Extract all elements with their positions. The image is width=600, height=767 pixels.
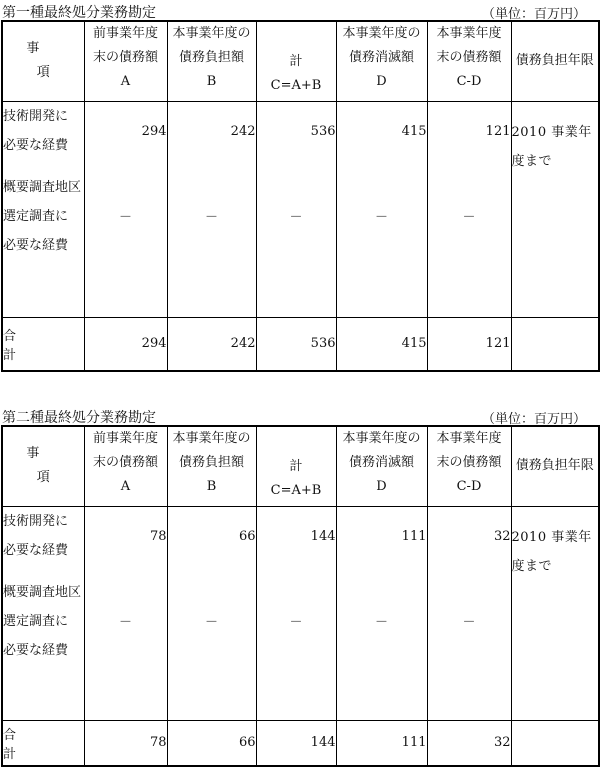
header-col-d: 本事業年度の 債務消滅額 D bbox=[336, 426, 427, 506]
total-label: 合 計 bbox=[2, 720, 84, 766]
value-col-c: 536 － bbox=[256, 101, 336, 317]
total-col-b: 66 bbox=[167, 720, 256, 766]
value-col-a: 294 － bbox=[84, 101, 167, 317]
header-col-e: 本事業年度 末の債務額 C-D bbox=[427, 21, 511, 101]
header-col-d: 本事業年度の 債務消滅額 D bbox=[336, 21, 427, 101]
header-col-b: 本事業年度の 債務負担額 B bbox=[167, 21, 256, 101]
row-label-survey: 概要調査地区 選定調査に 必要な経費 bbox=[3, 584, 82, 658]
total-limit-empty bbox=[511, 720, 599, 766]
total-col-d: 415 bbox=[336, 317, 427, 371]
header-item: 事 項 bbox=[2, 21, 84, 101]
limit-cell: 2010 事業年 度まで bbox=[511, 101, 599, 317]
total-col-c: 536 bbox=[256, 317, 336, 371]
section-title: 第二種最終処分業務勘定 bbox=[2, 410, 156, 426]
header-limit: 債務負担年限 bbox=[511, 21, 599, 101]
unit-label: （単位：百万円） bbox=[481, 412, 586, 427]
total-col-b: 242 bbox=[167, 317, 256, 371]
header-col-c: 計 C=A+B bbox=[256, 426, 336, 506]
total-label: 合 計 bbox=[2, 317, 84, 371]
total-limit-empty bbox=[511, 317, 599, 371]
row-label-tech: 技術開発に 必要な経費 bbox=[3, 513, 69, 558]
value-col-d: 111 － bbox=[336, 506, 427, 720]
header-col-a: 前事業年度 末の債務額 A bbox=[84, 21, 167, 101]
item-labels bbox=[2, 101, 84, 317]
value-col-c: 144 － bbox=[256, 506, 336, 720]
header-limit: 債務負担年限 bbox=[511, 426, 599, 506]
table-body-row bbox=[2, 101, 599, 317]
section-title: 第一種最終処分業務勘定 bbox=[2, 5, 156, 21]
header-col-b: 本事業年度の 債務負担額 B bbox=[167, 426, 256, 506]
total-row bbox=[2, 720, 599, 766]
header-item: 事 項 bbox=[2, 426, 84, 506]
value-col-b: 66 － bbox=[167, 506, 256, 720]
table-header-row bbox=[2, 426, 599, 506]
limit-cell: 2010 事業年 度まで bbox=[511, 506, 599, 720]
value-col-b: 242 － bbox=[167, 101, 256, 317]
header-col-c: 計 C=A+B bbox=[256, 21, 336, 101]
total-col-a: 294 bbox=[84, 317, 167, 371]
table-body-row bbox=[2, 506, 599, 720]
table-header-row bbox=[2, 21, 599, 101]
total-col-a: 78 bbox=[84, 720, 167, 766]
value-col-a: 78 － bbox=[84, 506, 167, 720]
row-label-tech: 技術開発に 必要な経費 bbox=[3, 108, 69, 153]
value-col-e: 121 － bbox=[427, 101, 511, 317]
row-label-survey: 概要調査地区 選定調査に 必要な経費 bbox=[3, 179, 82, 253]
header-col-a: 前事業年度 末の債務額 A bbox=[84, 426, 167, 506]
debt-table bbox=[1, 20, 600, 372]
value-col-d: 415 － bbox=[336, 101, 427, 317]
total-row bbox=[2, 317, 599, 371]
total-col-e: 121 bbox=[427, 317, 511, 371]
total-col-c: 144 bbox=[256, 720, 336, 766]
debt-table bbox=[1, 425, 600, 767]
item-labels bbox=[2, 506, 84, 720]
total-col-d: 111 bbox=[336, 720, 427, 766]
header-col-e: 本事業年度 末の債務額 C-D bbox=[427, 426, 511, 506]
value-col-e: 32 － bbox=[427, 506, 511, 720]
total-col-e: 32 bbox=[427, 720, 511, 766]
unit-label: （単位：百万円） bbox=[481, 7, 586, 22]
